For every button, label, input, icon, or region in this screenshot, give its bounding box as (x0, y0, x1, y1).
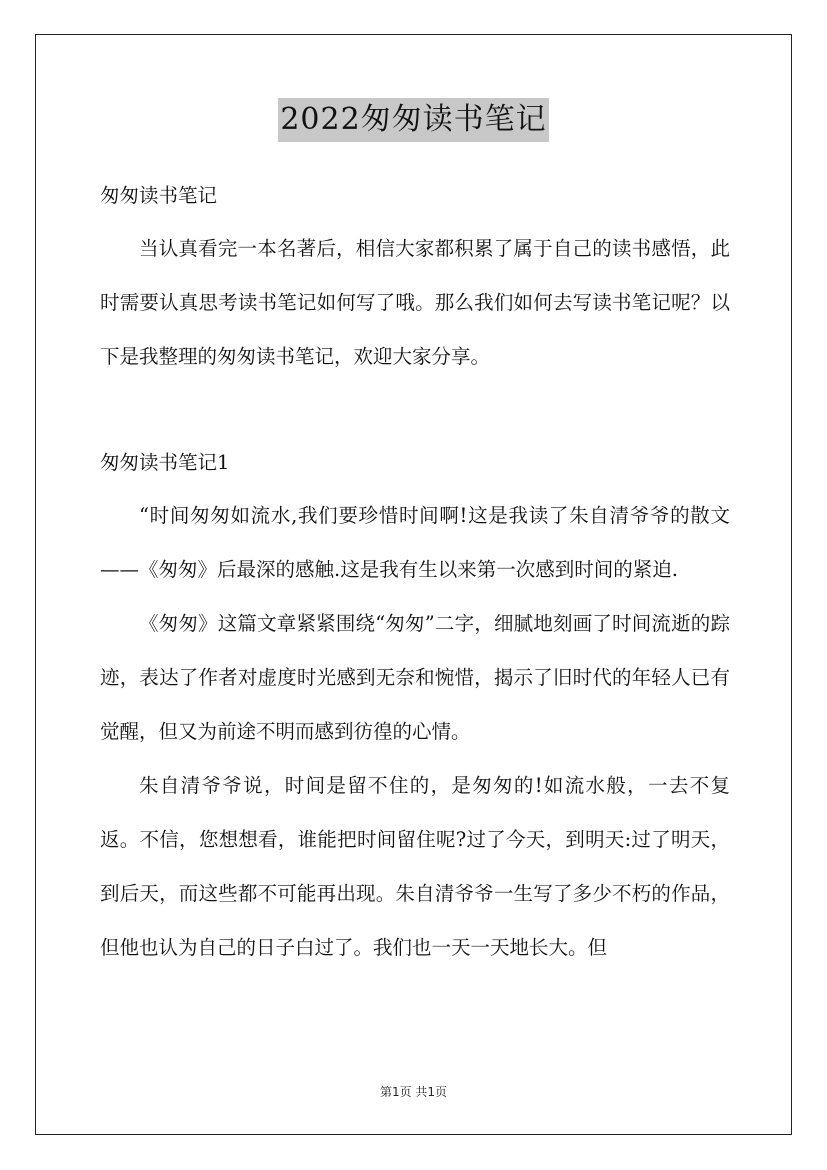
body-paragraph-1: “时间匆匆如流水,我们要珍惜时间啊!这是我读了朱自清爷爷的散文——《匆匆》后最深的感触.这是我有生以来第一次感到时间的紧迫. (100, 504, 730, 581)
page-footer: 第1页 共1页 (379, 1085, 448, 1099)
body-paragraph-3: 朱自清爷爷说，时间是留不住的，是匆匆的!如流水般，一去不复返。不信，您想想看，谁能把时间留住呢?过了今天，到明天:过了明天，到后天，而这些都不可能再出现。朱自清爷爷一生写了多少不朽的作品，但他也认为自己的日子白过了。我们也一天一天地长大。但 (100, 774, 730, 959)
intro-paragraph: 当认真看完一本名著后，相信大家都积累了属于自己的读书感悟，此时需要认真思考读书笔记如何写了哦。那么我们如何去写读书笔记呢？以下是我整理的匆匆读书笔记，欢迎大家分享。 (100, 237, 730, 368)
document-body (100, 170, 730, 975)
title-container (0, 98, 827, 142)
document-title: 2022匆匆读书笔记 (278, 98, 548, 142)
section-spacer (100, 384, 730, 437)
body-paragraph-2: 《匆匆》这篇文章紧紧围绕“匆匆”二字，细腻地刻画了时间流逝的踪迹，表达了作者对虚度时光感到无奈和惋惜，揭示了旧时代的年轻人已有觉醒，但又为前途不明而感到彷徨的心情。 (100, 612, 730, 743)
section-heading: 匆匆读书笔记 (100, 184, 218, 207)
note-heading: 匆匆读书笔记1 (100, 451, 230, 474)
